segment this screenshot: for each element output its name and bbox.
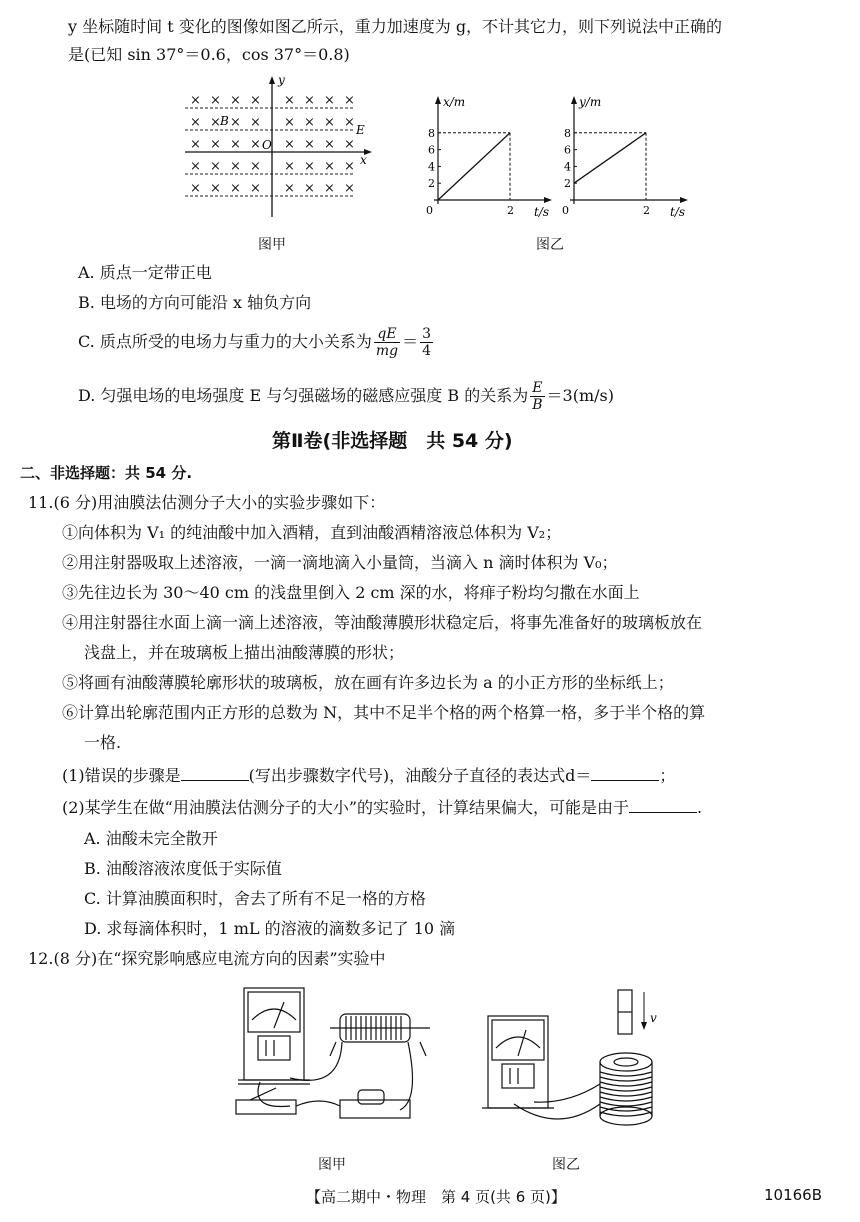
field-cross-mark: × (190, 159, 201, 174)
field-cross-mark: × (230, 115, 241, 130)
velocity-label: v (650, 1011, 657, 1025)
field-cross-mark: × (250, 159, 261, 174)
chart-xlabel: t/s (670, 205, 686, 219)
field-cross-mark: × (344, 181, 355, 196)
field-cross-mark: × (210, 181, 221, 196)
chart-xtick: 0 (426, 204, 433, 217)
field-cross-mark: × (230, 159, 241, 174)
section-title: 二、非选择题：共 54 分. (20, 464, 193, 482)
apparatus-yi (478, 984, 678, 1134)
q11-option-A: A. 油酸未完全散开 (84, 829, 218, 848)
field-cross-mark: × (304, 93, 315, 108)
field-cross-mark: × (210, 137, 221, 152)
caption-fig-yi: 图乙 (536, 237, 564, 253)
intro-line-1: y 坐标随时间 t 变化的图像如图乙所示，重力加速度为 g，不计其它力，则下列说法中正确的 (68, 17, 723, 36)
field-cross-mark: × (304, 115, 315, 130)
option-B: B. 电场的方向可能沿 x 轴负方向 (78, 293, 312, 312)
answer-blank-3[interactable] (629, 796, 697, 813)
chart-series-line (438, 133, 510, 200)
field-B-label: B (220, 114, 229, 128)
field-cross-mark: × (210, 115, 221, 130)
field-cross-mark: × (230, 181, 241, 196)
caption-fig-jia: 图甲 (258, 237, 286, 253)
chart-series-line (574, 133, 646, 183)
option-D: D. 匀强电场的电场强度 E 与匀强磁场的磁感应强度 B 的关系为 $\frac{E}{B}$ ＝3(m/s) (78, 380, 614, 413)
answer-blank-1[interactable] (181, 764, 249, 781)
chart-ytick: 6 (564, 143, 571, 157)
field-cross-mark: × (324, 93, 335, 108)
field-cross-mark: × (304, 137, 315, 152)
field-cross-mark: × (344, 115, 355, 130)
axis-x-label: x (360, 153, 367, 167)
caption-q12-yi: 图乙 (552, 1157, 580, 1173)
option-C: C. 质点所受的电场力与重力的大小关系为 $\frac{qE}{mg}$ ＝ $\frac{3}{4}$ (78, 326, 432, 359)
field-cross-mark: × (324, 159, 335, 174)
option-A: A. 质点一定带正电 (78, 263, 212, 282)
field-cross-mark: × (284, 159, 295, 174)
chart-ylabel: x/m (443, 95, 466, 109)
q11-step-2: ②用注射器吸取上述溶液，一滴一滴地滴入小量筒，当滴入 n 滴时体积为 V₀； (62, 553, 618, 572)
field-cross-mark: × (344, 93, 355, 108)
q11-option-C: C. 计算油膜面积时，舍去了所有不足一格的方格 (84, 889, 426, 908)
field-cross-mark: × (190, 115, 201, 130)
field-cross-mark: × (304, 181, 315, 196)
field-cross-mark: × (344, 159, 355, 174)
q11-option-B: B. 油酸溶液浓度低于实际值 (84, 859, 282, 878)
field-cross-mark: × (284, 137, 295, 152)
q11-step-1: ①向体积为 V₁ 的纯油酸中加入酒精，直到油酸酒精溶液总体积为 V₂； (62, 523, 562, 542)
field-cross-mark: × (324, 137, 335, 152)
q11-stem: 11.(6 分)用油膜法估测分子大小的实验步骤如下： (28, 493, 386, 512)
q11-part-1: (1)错误的步骤是 (写出步骤数字代号)，油酸分子直径的表达式d＝ ； (62, 766, 676, 785)
chart-ytick: 4 (428, 160, 435, 174)
intro-line-2: 是(已知 sin 37°＝0.6，cos 37°＝0.8) (68, 45, 350, 64)
field-cross-mark: × (284, 115, 295, 130)
q11-part-2: (2)某学生在做“用油膜法估测分子的大小”的实验时，计算结果偏大，可能是由于 . (62, 798, 703, 817)
field-diagram (180, 72, 380, 222)
chart-xlabel: t/s (534, 205, 550, 219)
part2-heading: 第Ⅱ卷(非选择题 共 54 分) (272, 430, 513, 452)
axis-y-label: y (278, 73, 285, 87)
field-cross-mark: × (250, 181, 261, 196)
footer-page-info: 【高二期中・物理 第 4 页(共 6 页)】 (306, 1188, 566, 1206)
caption-q12-jia: 图甲 (318, 1157, 346, 1173)
q11-step-5: ⑤将画有油酸薄膜轮廓形状的玻璃板，放在画有许多边长为 a 的小正方形的坐标纸上； (62, 673, 674, 692)
field-cross-mark: × (210, 93, 221, 108)
field-cross-mark: × (250, 137, 261, 152)
q11-step-4b: 浅盘上，并在玻璃板上描出油酸薄膜的形状； (84, 643, 405, 662)
field-cross-mark: × (230, 137, 241, 152)
q11-step-4a: ④用注射器往水面上滴一滴上述溶液，等油酸薄膜形状稳定后，将事先准备好的玻璃板放在 (62, 613, 703, 632)
field-cross-mark: × (344, 137, 355, 152)
field-cross-mark: × (210, 159, 221, 174)
q11-step-3: ③先往边长为 30～40 cm 的浅盘里倒入 2 cm 深的水，将痱子粉均匀撒在水面上 (62, 583, 640, 602)
q11-option-D: D. 求每滴体积时，1 mL 的溶液的滴数多记了 10 滴 (84, 919, 456, 938)
field-cross-mark: × (230, 93, 241, 108)
field-E-label: E (356, 123, 365, 137)
field-cross-mark: × (190, 181, 201, 196)
answer-blank-2[interactable] (591, 764, 659, 781)
chart-ytick: 2 (428, 177, 435, 191)
chart-ytick: 8 (564, 126, 571, 140)
apparatus-jia (230, 980, 460, 1130)
chart-y-t (556, 92, 696, 222)
chart-ytick: 8 (428, 126, 435, 140)
chart-x-t (420, 92, 560, 222)
field-cross-mark: × (324, 181, 335, 196)
field-cross-mark: × (324, 115, 335, 130)
field-cross-mark: × (284, 181, 295, 196)
chart-xtick: 0 (562, 204, 569, 217)
chart-ylabel: y/m (579, 95, 602, 109)
chart-xtick: 2 (643, 204, 650, 217)
field-cross-mark: × (190, 137, 201, 152)
q11-step-6a: ⑥计算出轮廓范围内正方形的总数为 N，其中不足半个格的两个格算一格，多于半个格的算 (62, 703, 706, 722)
chart-xtick: 2 (507, 204, 514, 217)
field-cross-mark: × (304, 159, 315, 174)
origin-label: O (262, 138, 272, 152)
chart-ytick: 4 (564, 160, 571, 174)
q11-step-6b: 一格. (84, 733, 122, 752)
field-cross-mark: × (250, 115, 261, 130)
chart-ytick: 2 (564, 177, 571, 191)
chart-ytick: 6 (428, 143, 435, 157)
footer-code: 10166B (764, 1186, 823, 1204)
field-cross-mark: × (284, 93, 295, 108)
q12-stem: 12.(8 分)在“探究影响感应电流方向的因素”实验中 (28, 949, 386, 968)
field-cross-mark: × (250, 93, 261, 108)
field-cross-mark: × (190, 93, 201, 108)
